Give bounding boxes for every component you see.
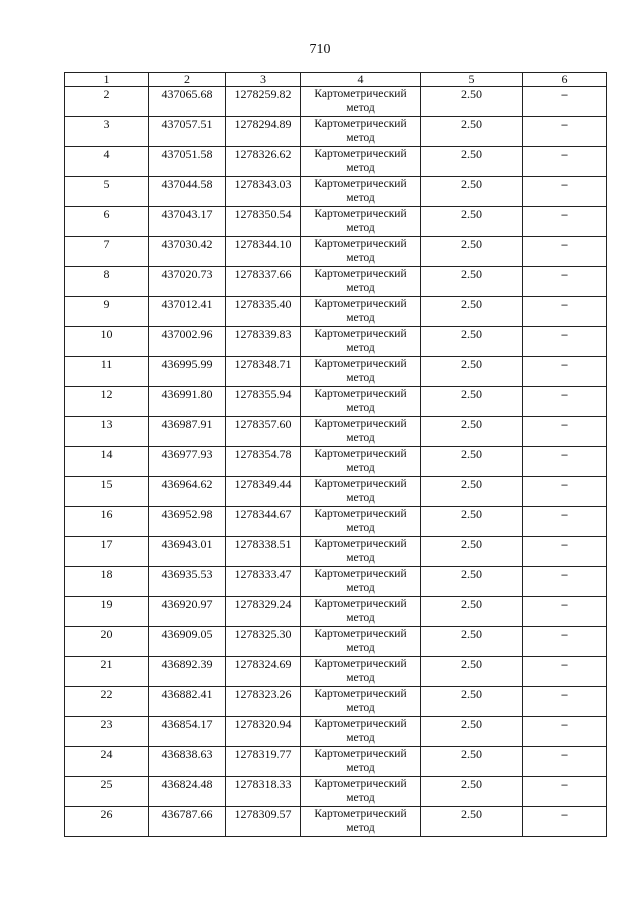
method-cell	[301, 777, 421, 807]
method-cell	[301, 717, 421, 747]
y-coordinate-cell: 1278354.78	[226, 447, 301, 477]
x-coordinate-cell: 437002.96	[149, 327, 226, 357]
column-header: 6	[523, 73, 607, 87]
x-coordinate-cell: 437012.41	[149, 297, 226, 327]
table-row	[65, 177, 607, 207]
x-coordinate-cell: 436882.41	[149, 687, 226, 717]
x-coordinate-cell: 436920.97	[149, 597, 226, 627]
x-coordinate-cell: 436909.05	[149, 627, 226, 657]
note-cell: –	[523, 117, 607, 147]
y-coordinate-cell: 1278318.33	[226, 777, 301, 807]
note-cell: –	[523, 147, 607, 177]
method-text-line-2: метод	[346, 312, 375, 324]
x-coordinate-cell: 436995.99	[149, 357, 226, 387]
method-text-line-2: метод	[346, 672, 375, 684]
point-number-cell: 21	[65, 657, 149, 687]
y-coordinate-cell: 1278344.10	[226, 237, 301, 267]
point-number-cell: 9	[65, 297, 149, 327]
point-number-cell: 6	[65, 207, 149, 237]
accuracy-cell: 2.50	[421, 537, 523, 567]
method-cell	[301, 87, 421, 117]
point-number-cell: 2	[65, 87, 149, 117]
y-coordinate-cell: 1278319.77	[226, 747, 301, 777]
note-cell: –	[523, 777, 607, 807]
note-cell: –	[523, 747, 607, 777]
table-row	[65, 807, 607, 837]
point-number-cell: 16	[65, 507, 149, 537]
method-cell	[301, 567, 421, 597]
y-coordinate-cell: 1278349.44	[226, 477, 301, 507]
method-cell	[301, 417, 421, 447]
note-cell: –	[523, 177, 607, 207]
accuracy-cell: 2.50	[421, 777, 523, 807]
method-cell	[301, 267, 421, 297]
note-cell: –	[523, 357, 607, 387]
point-number-cell: 12	[65, 387, 149, 417]
method-cell	[301, 237, 421, 267]
method-cell	[301, 747, 421, 777]
accuracy-cell: 2.50	[421, 567, 523, 597]
method-cell	[301, 807, 421, 837]
method-text-line-1: Картометрический	[314, 388, 407, 400]
method-cell	[301, 147, 421, 177]
method-text-line-2: метод	[346, 462, 375, 474]
method-text-line-2: метод	[346, 552, 375, 564]
method-text-line-1: Картометрический	[314, 268, 407, 280]
accuracy-cell: 2.50	[421, 447, 523, 477]
method-text-line-1: Картометрический	[314, 418, 407, 430]
accuracy-cell: 2.50	[421, 807, 523, 837]
table-header-row	[65, 73, 607, 87]
method-cell	[301, 207, 421, 237]
accuracy-cell: 2.50	[421, 747, 523, 777]
method-text-line-1: Картометрический	[314, 718, 407, 730]
method-text-line-2: метод	[346, 642, 375, 654]
accuracy-cell: 2.50	[421, 297, 523, 327]
point-number-cell: 25	[65, 777, 149, 807]
table-row	[65, 357, 607, 387]
point-number-cell: 23	[65, 717, 149, 747]
note-cell: –	[523, 537, 607, 567]
point-number-cell: 15	[65, 477, 149, 507]
method-text-line-2: метод	[346, 192, 375, 204]
table-row	[65, 237, 607, 267]
method-cell	[301, 477, 421, 507]
x-coordinate-cell: 436977.93	[149, 447, 226, 477]
coordinates-table	[64, 72, 607, 837]
method-text-line-1: Картометрический	[314, 778, 407, 790]
note-cell: –	[523, 627, 607, 657]
y-coordinate-cell: 1278343.03	[226, 177, 301, 207]
accuracy-cell: 2.50	[421, 507, 523, 537]
note-cell: –	[523, 477, 607, 507]
column-header: 5	[421, 73, 523, 87]
table-row	[65, 567, 607, 597]
accuracy-cell: 2.50	[421, 657, 523, 687]
method-cell	[301, 657, 421, 687]
method-cell	[301, 627, 421, 657]
note-cell: –	[523, 567, 607, 597]
y-coordinate-cell: 1278339.83	[226, 327, 301, 357]
method-text-line-1: Картометрический	[314, 118, 407, 130]
method-text-line-2: метод	[346, 792, 375, 804]
note-cell: –	[523, 327, 607, 357]
note-cell: –	[523, 657, 607, 687]
method-text-line-1: Картометрический	[314, 568, 407, 580]
y-coordinate-cell: 1278350.54	[226, 207, 301, 237]
x-coordinate-cell: 437057.51	[149, 117, 226, 147]
y-coordinate-cell: 1278337.66	[226, 267, 301, 297]
y-coordinate-cell: 1278355.94	[226, 387, 301, 417]
method-text-line-2: метод	[346, 342, 375, 354]
x-coordinate-cell: 436991.80	[149, 387, 226, 417]
note-cell: –	[523, 237, 607, 267]
method-text-line-2: метод	[346, 822, 375, 834]
accuracy-cell: 2.50	[421, 237, 523, 267]
table-row	[65, 627, 607, 657]
method-text-line-1: Картометрический	[314, 148, 407, 160]
accuracy-cell: 2.50	[421, 477, 523, 507]
table-row	[65, 507, 607, 537]
y-coordinate-cell: 1278329.24	[226, 597, 301, 627]
method-text-line-1: Картометрический	[314, 178, 407, 190]
point-number-cell: 14	[65, 447, 149, 477]
table-row	[65, 267, 607, 297]
table-row	[65, 417, 607, 447]
accuracy-cell: 2.50	[421, 627, 523, 657]
table-row	[65, 147, 607, 177]
table-row	[65, 207, 607, 237]
y-coordinate-cell: 1278344.67	[226, 507, 301, 537]
page-number: 710	[309, 42, 331, 57]
y-coordinate-cell: 1278326.62	[226, 147, 301, 177]
method-text-line-2: метод	[346, 402, 375, 414]
method-text-line-1: Картометрический	[314, 478, 407, 490]
column-header: 2	[149, 73, 226, 87]
accuracy-cell: 2.50	[421, 717, 523, 747]
table-row	[65, 387, 607, 417]
method-text-line-1: Картометрический	[314, 298, 407, 310]
y-coordinate-cell: 1278259.82	[226, 87, 301, 117]
accuracy-cell: 2.50	[421, 267, 523, 297]
x-coordinate-cell: 436787.66	[149, 807, 226, 837]
x-coordinate-cell: 436964.62	[149, 477, 226, 507]
x-coordinate-cell: 436854.17	[149, 717, 226, 747]
method-text-line-2: метод	[346, 222, 375, 234]
accuracy-cell: 2.50	[421, 117, 523, 147]
x-coordinate-cell: 436943.01	[149, 537, 226, 567]
note-cell: –	[523, 597, 607, 627]
point-number-cell: 7	[65, 237, 149, 267]
y-coordinate-cell: 1278309.57	[226, 807, 301, 837]
table-row	[65, 537, 607, 567]
method-cell	[301, 177, 421, 207]
method-text-line-1: Картометрический	[314, 808, 407, 820]
method-text-line-2: метод	[346, 132, 375, 144]
note-cell: –	[523, 267, 607, 297]
point-number-cell: 19	[65, 597, 149, 627]
column-header: 4	[301, 73, 421, 87]
y-coordinate-cell: 1278335.40	[226, 297, 301, 327]
method-text-line-1: Картометрический	[314, 508, 407, 520]
accuracy-cell: 2.50	[421, 207, 523, 237]
note-cell: –	[523, 687, 607, 717]
note-cell: –	[523, 87, 607, 117]
x-coordinate-cell: 436892.39	[149, 657, 226, 687]
method-text-line-1: Картометрический	[314, 598, 407, 610]
point-number-cell: 8	[65, 267, 149, 297]
method-text-line-2: метод	[346, 432, 375, 444]
point-number-cell: 13	[65, 417, 149, 447]
method-text-line-2: метод	[346, 612, 375, 624]
method-text-line-1: Картометрический	[314, 358, 407, 370]
point-number-cell: 3	[65, 117, 149, 147]
table-row	[65, 87, 607, 117]
method-cell	[301, 687, 421, 717]
accuracy-cell: 2.50	[421, 687, 523, 717]
method-text-line-2: метод	[346, 762, 375, 774]
accuracy-cell: 2.50	[421, 87, 523, 117]
method-text-line-2: метод	[346, 702, 375, 714]
table-row	[65, 597, 607, 627]
point-number-cell: 4	[65, 147, 149, 177]
method-text-line-2: метод	[346, 162, 375, 174]
note-cell: –	[523, 207, 607, 237]
y-coordinate-cell: 1278294.89	[226, 117, 301, 147]
column-header: 1	[65, 73, 149, 87]
table-row	[65, 657, 607, 687]
accuracy-cell: 2.50	[421, 597, 523, 627]
x-coordinate-cell: 437051.58	[149, 147, 226, 177]
x-coordinate-cell: 437044.58	[149, 177, 226, 207]
y-coordinate-cell: 1278357.60	[226, 417, 301, 447]
point-number-cell: 11	[65, 357, 149, 387]
x-coordinate-cell: 436824.48	[149, 777, 226, 807]
method-text-line-1: Картометрический	[314, 628, 407, 640]
point-number-cell: 20	[65, 627, 149, 657]
y-coordinate-cell: 1278323.26	[226, 687, 301, 717]
x-coordinate-cell: 436952.98	[149, 507, 226, 537]
method-cell	[301, 117, 421, 147]
note-cell: –	[523, 807, 607, 837]
method-text-line-2: метод	[346, 102, 375, 114]
point-number-cell: 10	[65, 327, 149, 357]
y-coordinate-cell: 1278325.30	[226, 627, 301, 657]
point-number-cell: 26	[65, 807, 149, 837]
accuracy-cell: 2.50	[421, 147, 523, 177]
table-row	[65, 717, 607, 747]
method-cell	[301, 387, 421, 417]
accuracy-cell: 2.50	[421, 387, 523, 417]
table-row	[65, 777, 607, 807]
method-text-line-1: Картометрический	[314, 448, 407, 460]
column-header: 3	[226, 73, 301, 87]
point-number-cell: 24	[65, 747, 149, 777]
method-cell	[301, 357, 421, 387]
x-coordinate-cell: 437043.17	[149, 207, 226, 237]
method-text-line-2: метод	[346, 252, 375, 264]
method-cell	[301, 507, 421, 537]
method-text-line-1: Картометрический	[314, 748, 407, 760]
table-row	[65, 447, 607, 477]
method-text-line-1: Картометрический	[314, 658, 407, 670]
accuracy-cell: 2.50	[421, 417, 523, 447]
x-coordinate-cell: 436838.63	[149, 747, 226, 777]
method-text-line-2: метод	[346, 282, 375, 294]
method-text-line-1: Картометрический	[314, 208, 407, 220]
method-text-line-1: Картометрический	[314, 538, 407, 550]
point-number-cell: 22	[65, 687, 149, 717]
method-cell	[301, 327, 421, 357]
note-cell: –	[523, 417, 607, 447]
method-text-line-2: метод	[346, 522, 375, 534]
y-coordinate-cell: 1278324.69	[226, 657, 301, 687]
y-coordinate-cell: 1278338.51	[226, 537, 301, 567]
method-text-line-2: метод	[346, 582, 375, 594]
method-text-line-1: Картометрический	[314, 688, 407, 700]
y-coordinate-cell: 1278333.47	[226, 567, 301, 597]
note-cell: –	[523, 447, 607, 477]
y-coordinate-cell: 1278320.94	[226, 717, 301, 747]
method-cell	[301, 297, 421, 327]
table-row	[65, 747, 607, 777]
table-row	[65, 117, 607, 147]
method-text-line-2: метод	[346, 492, 375, 504]
method-text-line-2: метод	[346, 372, 375, 384]
y-coordinate-cell: 1278348.71	[226, 357, 301, 387]
point-number-cell: 5	[65, 177, 149, 207]
note-cell: –	[523, 717, 607, 747]
method-text-line-1: Картометрический	[314, 88, 407, 100]
note-cell: –	[523, 507, 607, 537]
x-coordinate-cell: 437030.42	[149, 237, 226, 267]
x-coordinate-cell: 436987.91	[149, 417, 226, 447]
table-row	[65, 477, 607, 507]
accuracy-cell: 2.50	[421, 327, 523, 357]
method-cell	[301, 597, 421, 627]
accuracy-cell: 2.50	[421, 177, 523, 207]
note-cell: –	[523, 387, 607, 417]
accuracy-cell: 2.50	[421, 357, 523, 387]
point-number-cell: 17	[65, 537, 149, 567]
method-cell	[301, 447, 421, 477]
table-row	[65, 297, 607, 327]
method-text-line-2: метод	[346, 732, 375, 744]
method-text-line-1: Картометрический	[314, 328, 407, 340]
method-text-line-1: Картометрический	[314, 238, 407, 250]
x-coordinate-cell: 437020.73	[149, 267, 226, 297]
method-cell	[301, 537, 421, 567]
table-row	[65, 327, 607, 357]
point-number-cell: 18	[65, 567, 149, 597]
note-cell: –	[523, 297, 607, 327]
table-row	[65, 687, 607, 717]
x-coordinate-cell: 436935.53	[149, 567, 226, 597]
x-coordinate-cell: 437065.68	[149, 87, 226, 117]
